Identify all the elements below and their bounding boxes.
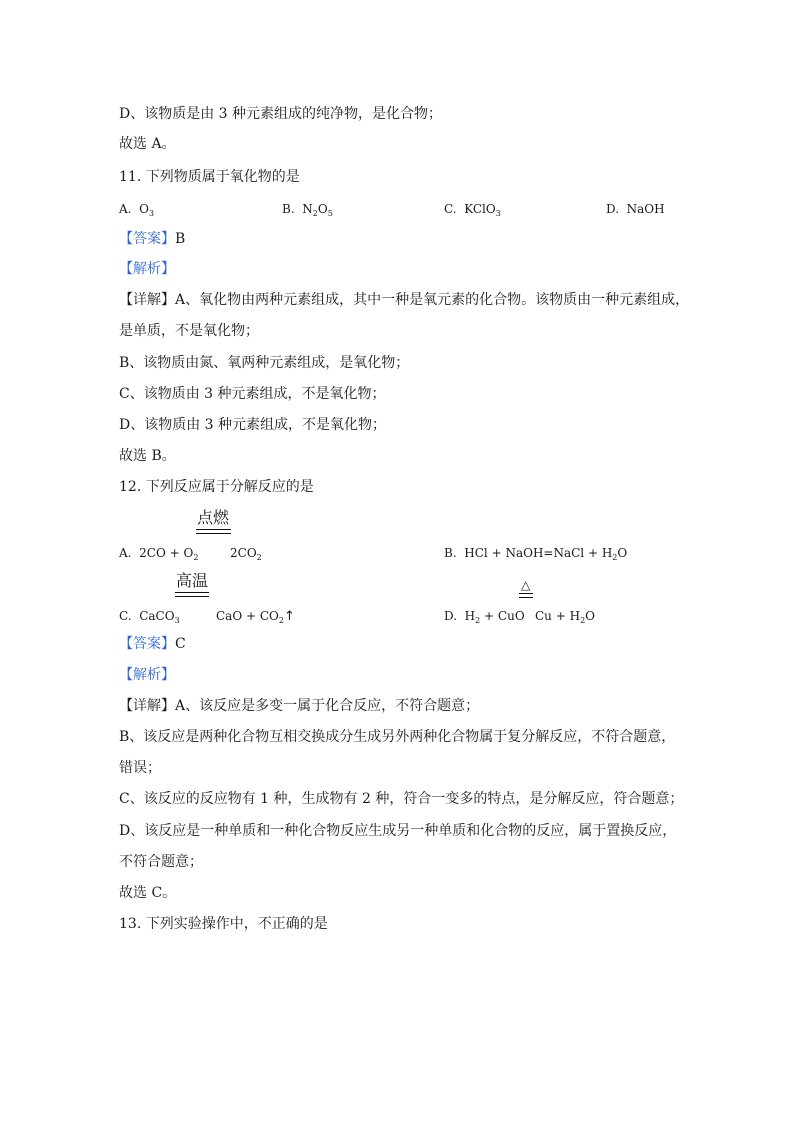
q11-option-c: C. KClO$_3$: [444, 202, 501, 218]
prev-conclusion: 故选 A。: [119, 136, 176, 152]
q12-cond-ignite: 点燃: [197, 508, 230, 527]
q12-option-d-product: $Cu + H_2O$: [535, 609, 595, 625]
answer-value: C: [175, 636, 186, 652]
q12-d-line2: 不符合题意；: [119, 854, 203, 870]
reaction-equals-sign: [196, 529, 231, 534]
q11-b-line: B、该物质由氮、氧两种元素组成，是氧化物；: [119, 355, 410, 371]
heat-triangle-icon: △: [521, 578, 531, 592]
q11-c-line: C、该物质由 3 种元素组成，不是氧化物；: [119, 386, 386, 402]
answer-tag: 【答案】: [119, 636, 175, 652]
q12-stem: 12. 下列反应属于分解反应的是: [119, 479, 314, 495]
q12-option-a: A. $2CO + O_2$: [119, 546, 199, 562]
q11-option-b: B. $N_2O_5$: [282, 202, 333, 218]
q12-answer: [119, 634, 186, 654]
detail-tag: 【详解】: [119, 698, 175, 714]
q12-cond-high-temp: 高温: [176, 571, 209, 590]
q12-b-line2: 错误；: [119, 760, 161, 776]
q11-option-d: D. NaOH: [606, 202, 665, 216]
q12-option-c-product: CaO + $CO_2↑$: [216, 609, 295, 625]
reaction-equals-sign: [175, 592, 209, 597]
q11-stem: 11. 下列物质属于氧化物的是: [119, 169, 300, 185]
q13-stem: 13. 下列实验操作中，不正确的是: [119, 916, 328, 932]
q12-option-c: C. CaCO$_3$: [119, 609, 180, 625]
prev-d-line: D、该物质是由 3 种元素组成的纯净物，是化合物；: [119, 106, 443, 122]
gas-up-arrow-icon: ↑: [283, 609, 295, 624]
q12-option-b: B. HCl + NaOH=NaCl + $H_2O$: [444, 546, 628, 562]
q12-d-line1: D、该反应是一种单质和一种化合物反应生成另一种单质和化合物的反应，属于置换反应，: [119, 823, 677, 839]
q12-option-d: D. $H_2$ + CuO: [444, 609, 525, 625]
q11-option-a: A. $O_3$: [119, 202, 155, 218]
q11-detail-line1: 【详解】A、氧化物由两种元素组成，其中一种是氧元素的化合物。该物质由一种元素组成，: [119, 292, 690, 308]
q12-b-line1: B、该反应是两种化合物互相交换成分生成另外两种化合物属于复分解反应，不符合题意，: [119, 729, 676, 745]
q11-analysis-tag: 【解析】: [119, 261, 175, 277]
q11-detail-line2: 是单质，不是氧化物；: [119, 323, 259, 339]
q12-analysis-tag: 【解析】: [119, 667, 175, 683]
q12-a-line: 【详解】A、该反应是多变一属于化合反应，不符合题意；: [119, 698, 480, 714]
q12-option-a-product: $2CO_2$: [230, 546, 262, 562]
answer-tag: 【答案】: [119, 231, 175, 247]
q11-conclusion: 故选 B。: [119, 448, 176, 464]
q12-conclusion: 故选 C。: [119, 885, 177, 901]
reaction-equals-sign: [519, 593, 533, 598]
answer-value: B: [175, 231, 186, 247]
detail-tag: 【详解】: [119, 292, 175, 308]
q12-c-line: C、该反应的反应物有 1 种，生成物有 2 种，符合一变多的特点，是分解反应，符合题意；: [119, 791, 684, 807]
q11-d-line: D、该物质由 3 种元素组成，不是氧化物；: [119, 417, 387, 433]
q11-answer: [119, 229, 185, 249]
